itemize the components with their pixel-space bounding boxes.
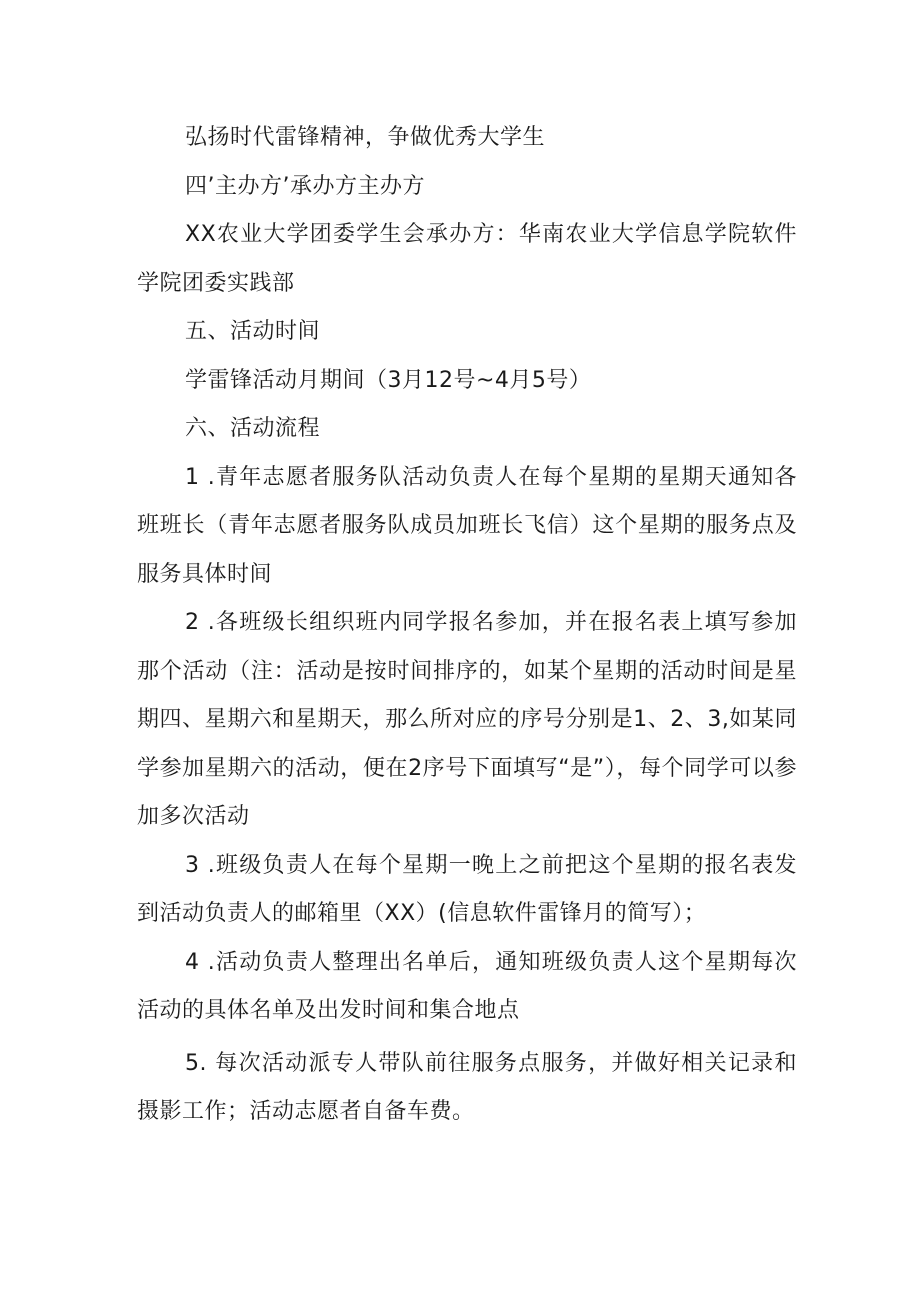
process-step-4: 4 .活动负责人整理出名单后，通知班级负责人这个星期每次活动的具体名单及出发时间和集合地点 (137, 949, 797, 1023)
process-step-1: 1 .青年志愿者服务队活动负责人在每个星期的星期天通知各班班长（青年志愿者服务队成员加班长飞信）这个星期的服务点及服务具体时间 (137, 464, 797, 587)
process-step-3: 3 .班级负责人在每个星期一晚上之前把这个星期的报名表发到活动负责人的邮箱里（XX）(信息软件雷锋月的简写）； (137, 852, 797, 926)
section-heading-process: 六、活动流程 (185, 416, 321, 441)
section-heading-time: 五、活动时间 (185, 319, 321, 344)
process-step-2: 2 .各班级长组织班内同学报名参加，并在报名表上填写参加那个活动（注：活动是按时间排序的，如某个星期的活动时间是星期四、星期六和星期天，那么所对应的序号分别是1、2、3,如某同学参加星期六的活动，便在2序号下面填写“是”），每个同学可以参加多次活动 (137, 610, 797, 829)
slogan-line: 弘扬时代雷锋精神，争做优秀大学生 (185, 125, 546, 150)
organizers-text: XX农业大学团委学生会承办方：华南农业大学信息学院软件学院团委实践部 (137, 222, 797, 296)
document-body (137, 114, 797, 1137)
process-step-5: 5. 每次活动派专人带队前往服务点服务，并做好相关记录和摄影工作；活动志愿者自备车费。 (137, 1050, 797, 1124)
activity-period-text: 学雷锋活动月期间（3月12号~4月5号） (185, 367, 592, 393)
section-heading-organizers: 四’主办方’承办方主办方 (185, 173, 425, 199)
